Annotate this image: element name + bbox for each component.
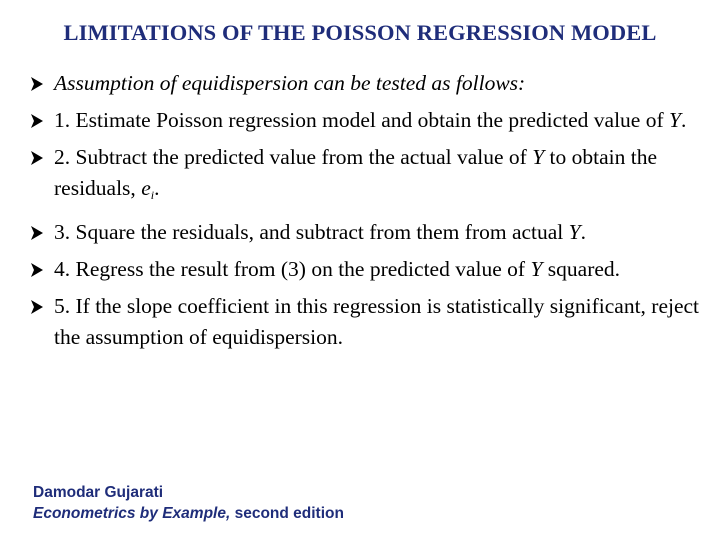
bullet-text: 3. Square the residuals, and subtract from them from actual	[54, 220, 569, 244]
bullet-text: Assumption of equidispersion can be tested as follows:	[54, 71, 526, 95]
bullet-item	[30, 254, 710, 285]
arrow-bullet-icon	[30, 105, 46, 136]
bullet-item	[30, 291, 710, 353]
bullet-list	[30, 68, 710, 359]
bullet-item	[30, 68, 710, 99]
bullet-text: 4. Regress the result from (3) on the predicted value of	[54, 257, 531, 281]
variable-e: e	[141, 176, 151, 200]
subscript-i: i	[150, 188, 155, 202]
credit-block	[33, 482, 344, 524]
bullet-text-end: squared.	[542, 257, 621, 281]
variable-y: Y	[532, 145, 545, 169]
bullet-text: 2. Subtract the predicted value from the actual value of	[54, 145, 533, 169]
variable-y: Y	[568, 220, 581, 244]
bullet-item	[30, 105, 710, 136]
arrow-bullet-icon	[30, 142, 46, 173]
bullet-text-end: .	[580, 220, 586, 244]
arrow-bullet-icon	[30, 217, 46, 248]
bullet-text-mid: to obtain the residuals,	[54, 145, 658, 200]
variable-y: Y	[669, 108, 681, 132]
bullet-text: 1. Estimate Poisson regression model and obtain the predicted value of	[54, 108, 669, 132]
variable-y: Y	[530, 257, 543, 281]
arrow-bullet-icon	[30, 254, 46, 285]
credit-source	[33, 503, 344, 524]
credit-author: Damodar Gujarati	[33, 484, 164, 501]
bullet-text-end: .	[154, 176, 160, 200]
slide-title: LIMITATIONS OF THE POISSON REGRESSION MODEL	[63, 20, 657, 45]
credit-edition: second edition	[230, 505, 344, 522]
arrow-bullet-icon	[30, 68, 46, 99]
bullet-item	[30, 142, 710, 211]
bullet-text-end: .	[680, 108, 687, 132]
arrow-bullet-icon	[30, 291, 46, 322]
bullet-item	[30, 217, 710, 248]
credit-book: Econometrics by Example,	[33, 505, 231, 522]
bullet-text: 5. If the slope coefficient in this regression is statistically significant, reject the assumption of equidispersion.	[54, 294, 700, 349]
